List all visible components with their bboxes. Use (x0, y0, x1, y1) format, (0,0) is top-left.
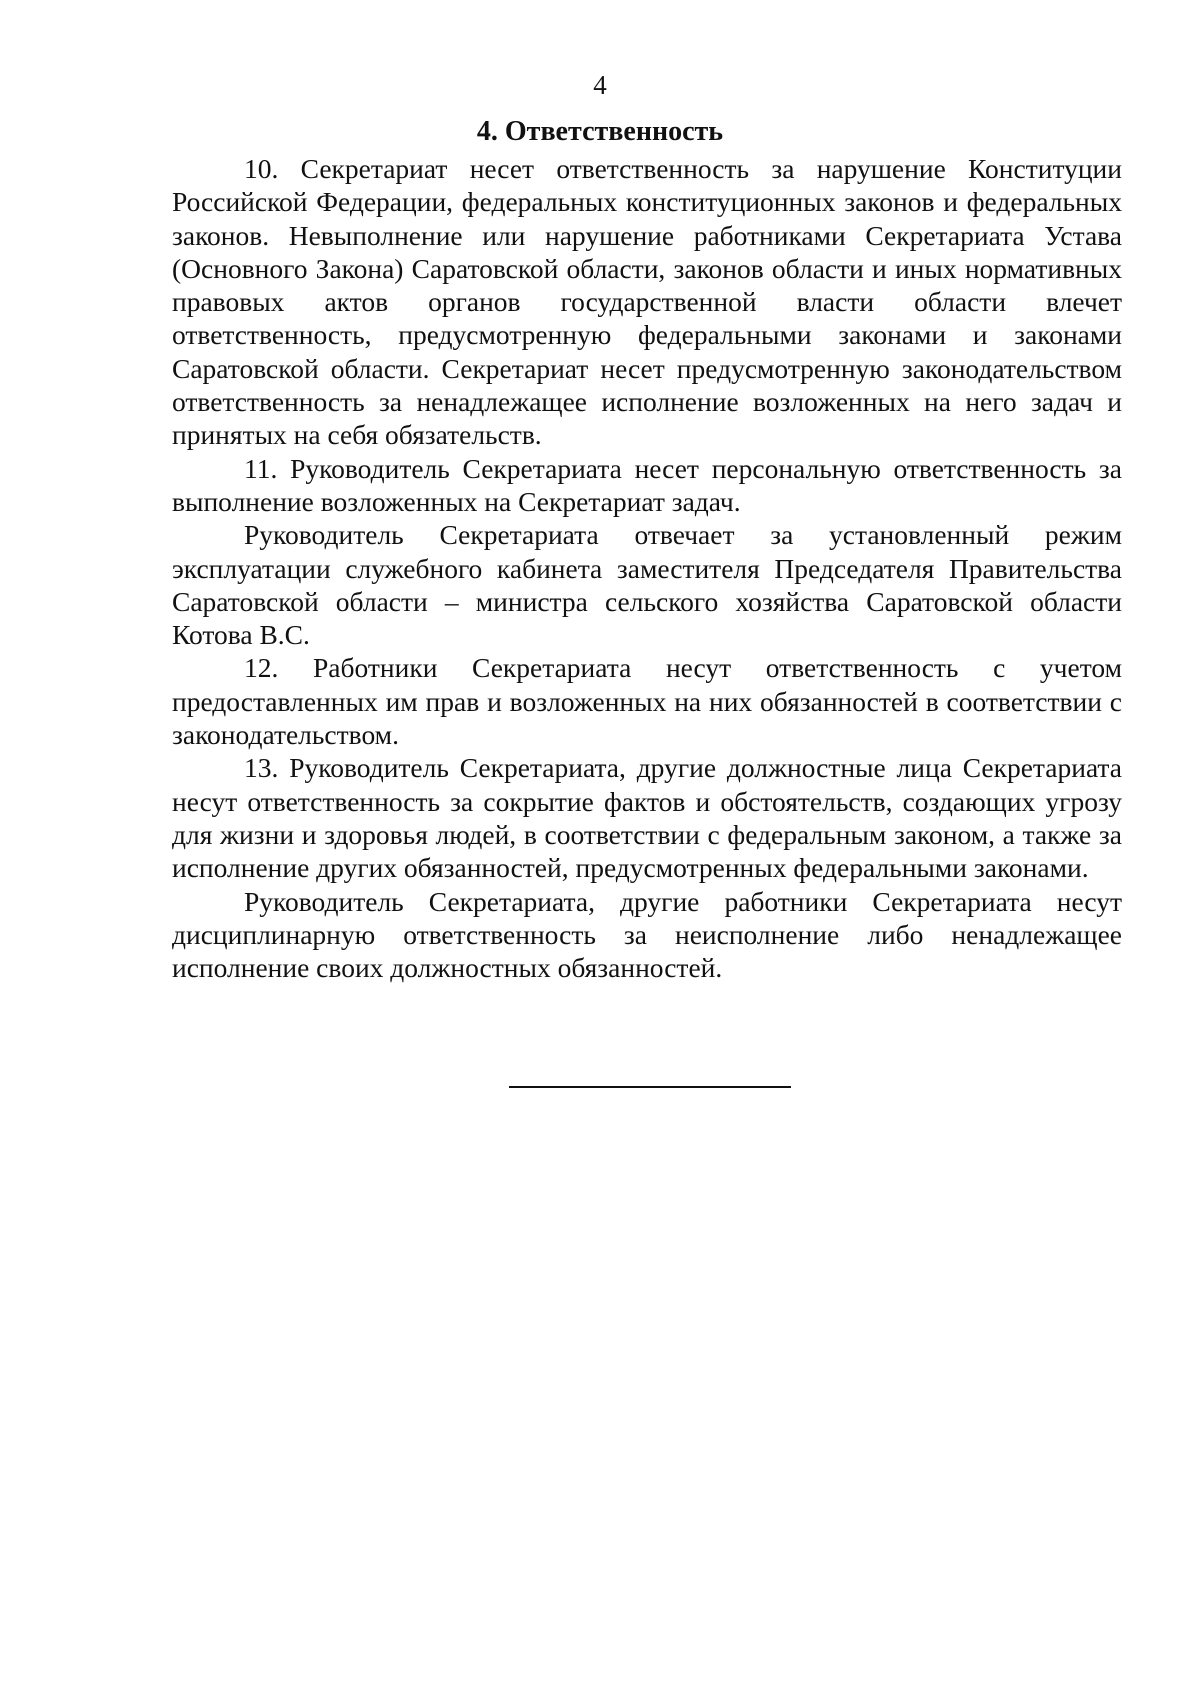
page-number: 4 (593, 70, 607, 100)
paragraph-13: 13. Руководитель Секретариата, другие должностные лица Секретариата несут ответственность за сокрытие фактов и обстоятельств, создающих угрозу для жизни и здоровья людей, в соответствии с федеральным законом, а также за исполнение других обязанностей, предусмотренных федеральными законами. (172, 752, 1122, 884)
paragraph-11: 11. Руководитель Секретариата несет персональную ответственность за выполнение возложенных на Секретариат задач. (172, 452, 1122, 517)
paragraph-12: 12. Работники Секретариата несут ответственность с учетом предоставленных им прав и возложенных на них обязанностей в соответствии с законодательством. (172, 652, 1122, 751)
document-body (172, 152, 1122, 984)
paragraph-11-continued: Руководитель Секретариата отвечает за установленный режим эксплуатации служебного кабинета заместителя Председателя Правительства Саратовской области – министра сельского хозяйства Саратовской области Котова В.С. (172, 519, 1122, 651)
closing-divider (509, 1086, 791, 1088)
section-heading: 4. Ответственность (476, 116, 724, 147)
paragraph-10: 10. Секретариат несет ответственность за нарушение Конституции Российской Федерации, федеральных конституционных законов и федеральных законов. Невыполнение или нарушение работниками Секретариата Устава (Основного Закона) Саратовской области, законов области и иных нормативных правовых актов органов государственной власти области влечет ответственность, предусмотренную федеральными законами и законами Саратовской области. Секретариат несет предусмотренную законодательством ответственность за ненадлежащее исполнение возложенных на него задач и принятых на себя обязательств. (172, 153, 1122, 451)
paragraph-13-continued: Руководитель Секретариата, другие работники Секретариата несут дисциплинарную ответственность за неисполнение либо ненадлежащее исполнение своих должностных обязанностей. (172, 885, 1122, 984)
